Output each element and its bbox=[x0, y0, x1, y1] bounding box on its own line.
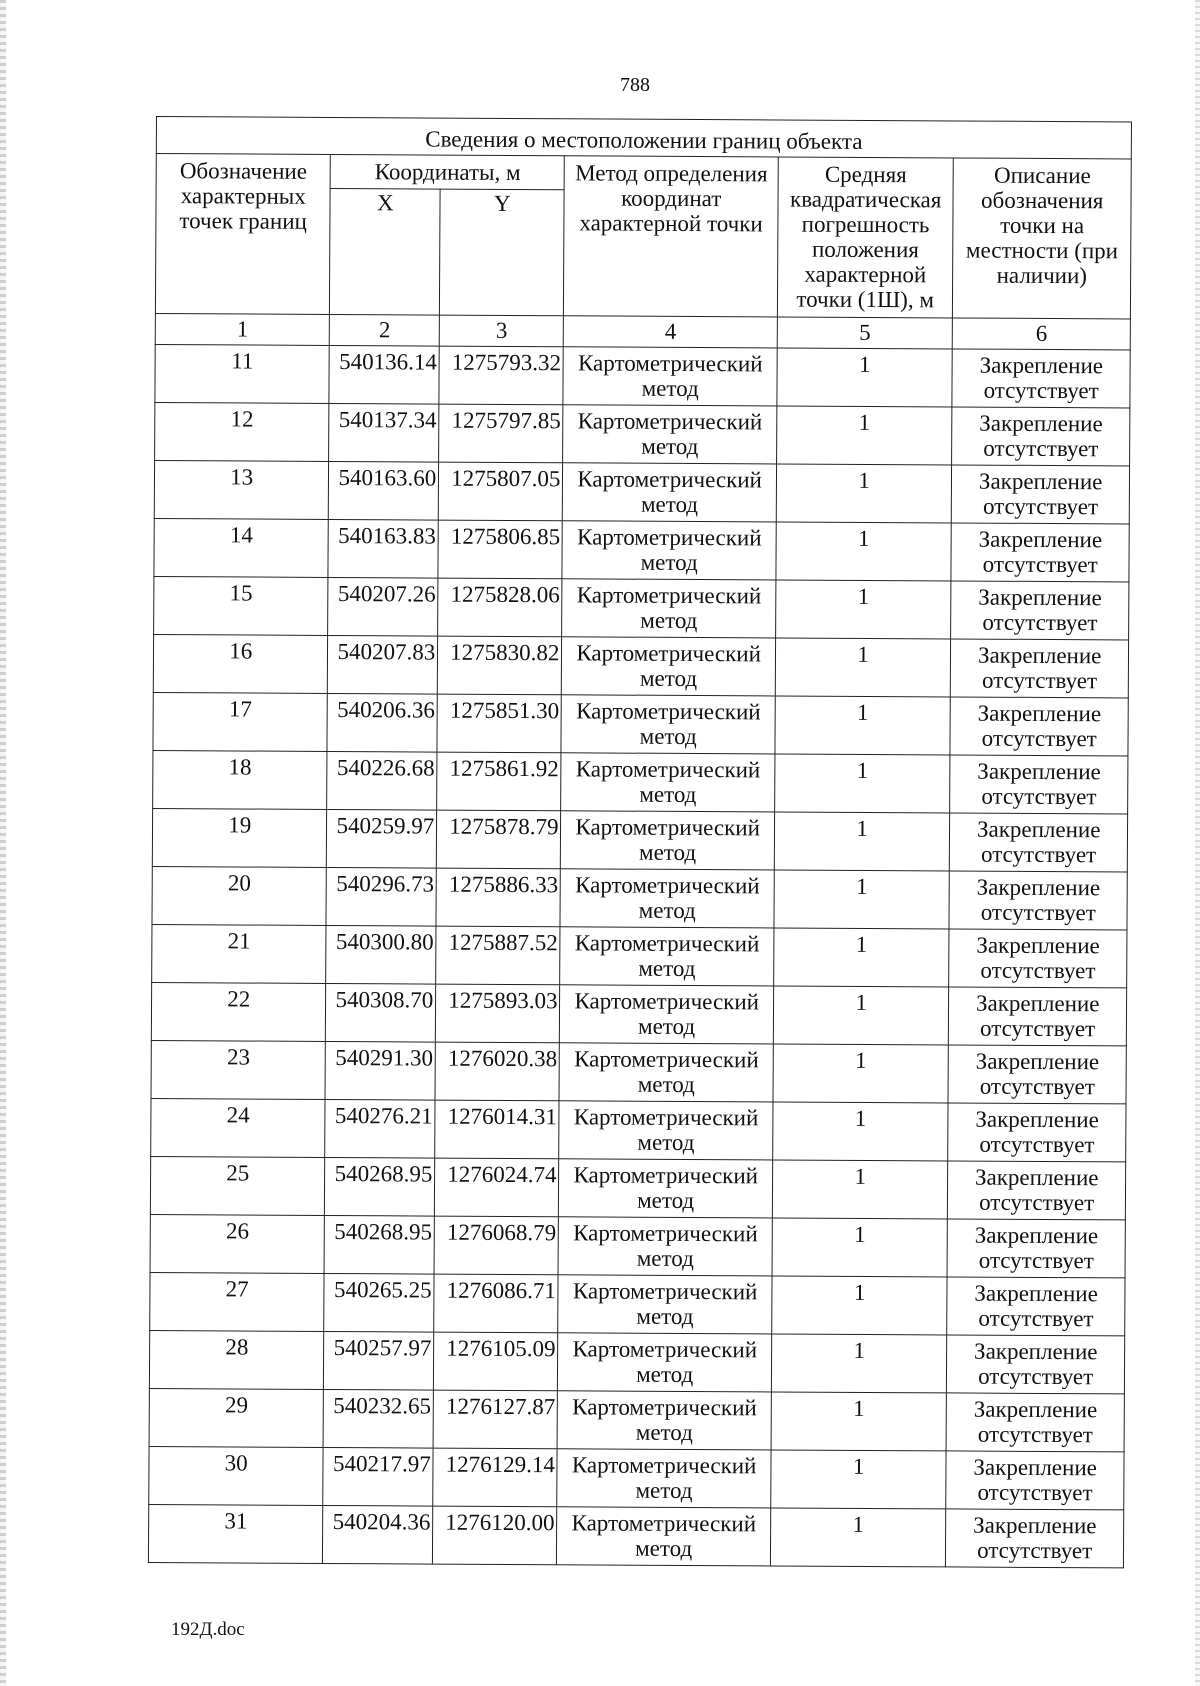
scan-edge-right bbox=[1195, 0, 1200, 1686]
header-mean-error: Средняя квадратическая погрешность положения характерной точки (1Ш), м bbox=[777, 157, 953, 318]
cell-point: 22 bbox=[151, 982, 326, 1041]
header-method: Метод определения координат характерной точки bbox=[564, 156, 778, 317]
cell-mean-error: 1 bbox=[773, 986, 949, 1045]
table-row bbox=[154, 460, 1129, 523]
boundary-table-container bbox=[148, 116, 1132, 1568]
table-row bbox=[150, 1272, 1125, 1335]
cell-method: Картометрический метод bbox=[560, 985, 774, 1044]
cell-point: 30 bbox=[149, 1446, 324, 1505]
cell-point: 25 bbox=[150, 1156, 325, 1215]
cell-point: 21 bbox=[152, 924, 327, 983]
cell-y: 1275793.32 bbox=[439, 346, 563, 405]
cell-description: Закрепление отсутствует bbox=[947, 1335, 1125, 1394]
table-body bbox=[148, 344, 1130, 1567]
cell-y: 1275830.82 bbox=[438, 636, 562, 695]
cell-method: Картометрический метод bbox=[561, 811, 775, 870]
cell-x: 540257.97 bbox=[324, 1331, 434, 1390]
cell-x: 540217.97 bbox=[323, 1447, 433, 1506]
table-row bbox=[150, 1214, 1125, 1277]
cell-method: Картометрический метод bbox=[560, 869, 774, 928]
cell-description: Закрепление отсутствует bbox=[949, 987, 1127, 1046]
cell-y: 1276129.14 bbox=[433, 1448, 557, 1507]
cell-point: 14 bbox=[154, 518, 329, 577]
cell-y: 1276127.87 bbox=[433, 1390, 557, 1449]
cell-x: 540308.70 bbox=[326, 983, 436, 1042]
cell-point: 20 bbox=[152, 866, 327, 925]
cell-y: 1276024.74 bbox=[435, 1158, 559, 1217]
table-row bbox=[155, 344, 1130, 407]
cell-description: Закрепление отсутствует bbox=[947, 1219, 1125, 1278]
cell-y: 1276068.79 bbox=[434, 1216, 558, 1275]
cell-x: 540291.30 bbox=[325, 1041, 435, 1100]
cell-mean-error: 1 bbox=[775, 638, 951, 697]
table-row bbox=[153, 692, 1128, 755]
cell-method: Картометрический метод bbox=[563, 405, 777, 464]
column-number: 1 bbox=[155, 313, 330, 345]
footer-filename: 192Д.doc bbox=[171, 1619, 245, 1640]
table-row bbox=[155, 402, 1130, 465]
cell-method: Картометрический метод bbox=[557, 1507, 771, 1566]
cell-description: Закрепление отсутствует bbox=[951, 639, 1129, 698]
table-row bbox=[149, 1330, 1124, 1393]
cell-y: 1275878.79 bbox=[437, 810, 561, 869]
cell-y: 1275893.03 bbox=[436, 984, 560, 1043]
cell-mean-error: 1 bbox=[776, 522, 952, 581]
cell-mean-error: 1 bbox=[773, 1044, 949, 1103]
cell-point: 28 bbox=[149, 1330, 324, 1389]
cell-x: 540204.36 bbox=[323, 1505, 433, 1564]
table-row bbox=[151, 1098, 1126, 1161]
table-row bbox=[149, 1446, 1124, 1509]
cell-mean-error: 1 bbox=[774, 870, 950, 929]
cell-description: Закрепление отсутствует bbox=[949, 871, 1127, 930]
cell-y: 1275806.85 bbox=[438, 520, 562, 579]
table-row bbox=[151, 1040, 1126, 1103]
table-header bbox=[155, 117, 1131, 350]
header-point-designation: Обозначение характерных точек границ bbox=[155, 154, 330, 315]
cell-method: Картометрический метод bbox=[558, 1333, 772, 1392]
cell-description: Закрепление отсутствует bbox=[948, 1103, 1126, 1162]
cell-method: Картометрический метод bbox=[558, 1217, 772, 1276]
cell-description: Закрепление отсутствует bbox=[950, 813, 1128, 872]
cell-mean-error: 1 bbox=[772, 1218, 948, 1277]
table-row bbox=[153, 750, 1128, 813]
table-row bbox=[154, 518, 1129, 581]
cell-mean-error: 1 bbox=[772, 1276, 948, 1335]
cell-method: Картометрический метод bbox=[560, 927, 774, 986]
cell-mean-error: 1 bbox=[774, 928, 950, 987]
cell-method: Картометрический метод bbox=[557, 1449, 771, 1508]
cell-mean-error: 1 bbox=[771, 1450, 947, 1509]
page-number: 788 bbox=[620, 74, 650, 96]
column-number: 2 bbox=[330, 314, 440, 346]
cell-y: 1276105.09 bbox=[434, 1332, 558, 1391]
cell-y: 1276020.38 bbox=[435, 1042, 559, 1101]
cell-method: Картометрический метод bbox=[561, 695, 775, 754]
cell-x: 540207.26 bbox=[328, 577, 438, 636]
cell-method: Картометрический метод bbox=[563, 463, 777, 522]
cell-y: 1275807.05 bbox=[439, 462, 563, 521]
cell-x: 540226.68 bbox=[327, 751, 437, 810]
cell-description: Закрепление отсутствует bbox=[946, 1393, 1124, 1452]
cell-point: 12 bbox=[155, 402, 330, 461]
cell-method: Картометрический метод bbox=[559, 1101, 773, 1160]
cell-mean-error: 1 bbox=[775, 696, 951, 755]
cell-y: 1275886.33 bbox=[436, 868, 560, 927]
cell-mean-error: 1 bbox=[770, 1508, 946, 1567]
cell-point: 18 bbox=[153, 750, 328, 809]
column-number: 3 bbox=[440, 315, 564, 347]
cell-y: 1275797.85 bbox=[439, 404, 563, 463]
table-row bbox=[154, 576, 1129, 639]
cell-x: 540137.34 bbox=[329, 403, 439, 462]
cell-point: 17 bbox=[153, 692, 328, 751]
cell-x: 540136.14 bbox=[329, 345, 439, 404]
cell-y: 1275828.06 bbox=[438, 578, 562, 637]
cell-description: Закрепление отсутствует bbox=[947, 1277, 1125, 1336]
cell-description: Закрепление отсутствует bbox=[952, 465, 1130, 524]
cell-y: 1276014.31 bbox=[435, 1100, 559, 1159]
cell-description: Закрепление отсутствует bbox=[950, 697, 1128, 756]
cell-x: 540268.95 bbox=[325, 1215, 435, 1274]
table-row bbox=[152, 866, 1127, 929]
cell-point: 15 bbox=[154, 576, 329, 635]
header-coordinates: Координаты, м bbox=[331, 154, 565, 189]
cell-point: 26 bbox=[150, 1214, 325, 1273]
table-title: Сведения о местоположении границ объекта bbox=[156, 117, 1131, 159]
cell-mean-error: 1 bbox=[773, 1102, 949, 1161]
cell-point: 13 bbox=[154, 460, 329, 519]
cell-y: 1275851.30 bbox=[437, 694, 561, 753]
cell-description: Закрепление отсутствует bbox=[950, 755, 1128, 814]
cell-description: Закрепление отсутствует bbox=[948, 1045, 1126, 1104]
cell-y: 1275861.92 bbox=[437, 752, 561, 811]
table-row bbox=[149, 1388, 1124, 1451]
cell-x: 540300.80 bbox=[326, 925, 436, 984]
cell-method: Картометрический метод bbox=[562, 637, 776, 696]
cell-mean-error: 1 bbox=[771, 1392, 947, 1451]
cell-method: Картометрический метод bbox=[563, 347, 777, 406]
cell-method: Картометрический метод bbox=[562, 521, 776, 580]
header-y: Y bbox=[440, 189, 565, 316]
cell-x: 540268.95 bbox=[325, 1157, 435, 1216]
cell-mean-error: 1 bbox=[776, 464, 952, 523]
column-number: 6 bbox=[953, 318, 1131, 350]
table-row bbox=[151, 982, 1126, 1045]
cell-point: 16 bbox=[153, 634, 328, 693]
cell-method: Картометрический метод bbox=[561, 753, 775, 812]
cell-mean-error: 1 bbox=[776, 406, 952, 465]
header-description: Описание обозначения точки на местности (при наличии) bbox=[953, 158, 1131, 319]
cell-mean-error: 1 bbox=[776, 580, 952, 639]
table-row bbox=[152, 924, 1127, 987]
cell-point: 31 bbox=[148, 1504, 323, 1563]
cell-description: Закрепление отсутствует bbox=[949, 929, 1127, 988]
header-x: X bbox=[330, 188, 441, 315]
table-row bbox=[152, 808, 1127, 871]
cell-method: Картометрический метод bbox=[558, 1391, 772, 1450]
cell-mean-error: 1 bbox=[774, 812, 950, 871]
cell-method: Картометрический метод bbox=[562, 579, 776, 638]
cell-point: 19 bbox=[152, 808, 327, 867]
cell-point: 24 bbox=[151, 1098, 326, 1157]
cell-point: 29 bbox=[149, 1388, 324, 1447]
cell-description: Закрепление отсутствует bbox=[948, 1161, 1126, 1220]
cell-method: Картометрический метод bbox=[559, 1159, 773, 1218]
cell-method: Картометрический метод bbox=[559, 1043, 773, 1102]
column-number: 5 bbox=[777, 317, 953, 349]
cell-point: 23 bbox=[151, 1040, 326, 1099]
column-number: 4 bbox=[564, 316, 778, 348]
cell-y: 1276086.71 bbox=[434, 1274, 558, 1333]
table-row bbox=[148, 1504, 1123, 1567]
cell-x: 540207.83 bbox=[328, 635, 438, 694]
cell-y: 1276120.00 bbox=[433, 1506, 557, 1565]
cell-x: 540206.36 bbox=[327, 693, 437, 752]
table-row bbox=[153, 634, 1128, 697]
cell-mean-error: 1 bbox=[772, 1160, 948, 1219]
cell-x: 540276.21 bbox=[325, 1099, 435, 1158]
scan-edge-left bbox=[0, 0, 6, 1686]
cell-description: Закрепление отсутствует bbox=[951, 581, 1129, 640]
cell-point: 27 bbox=[150, 1272, 325, 1331]
cell-description: Закрепление отсутствует bbox=[952, 407, 1130, 466]
table-row bbox=[150, 1156, 1125, 1219]
cell-method: Картометрический метод bbox=[558, 1275, 772, 1334]
cell-description: Закрепление отсутствует bbox=[951, 523, 1129, 582]
boundary-coordinates-table bbox=[148, 116, 1132, 1568]
cell-x: 540163.83 bbox=[328, 519, 438, 578]
cell-x: 540232.65 bbox=[324, 1389, 434, 1448]
cell-y: 1275887.52 bbox=[436, 926, 560, 985]
cell-x: 540259.97 bbox=[327, 809, 437, 868]
cell-point: 11 bbox=[155, 344, 330, 403]
cell-x: 540163.60 bbox=[329, 461, 439, 520]
cell-mean-error: 1 bbox=[777, 348, 953, 407]
cell-x: 540265.25 bbox=[324, 1273, 434, 1332]
cell-mean-error: 1 bbox=[771, 1334, 947, 1393]
cell-description: Закрепление отсутствует bbox=[946, 1509, 1124, 1568]
cell-description: Закрепление отсутствует bbox=[952, 349, 1130, 408]
cell-description: Закрепление отсутствует bbox=[946, 1451, 1124, 1510]
cell-x: 540296.73 bbox=[326, 867, 436, 926]
cell-mean-error: 1 bbox=[775, 754, 951, 813]
